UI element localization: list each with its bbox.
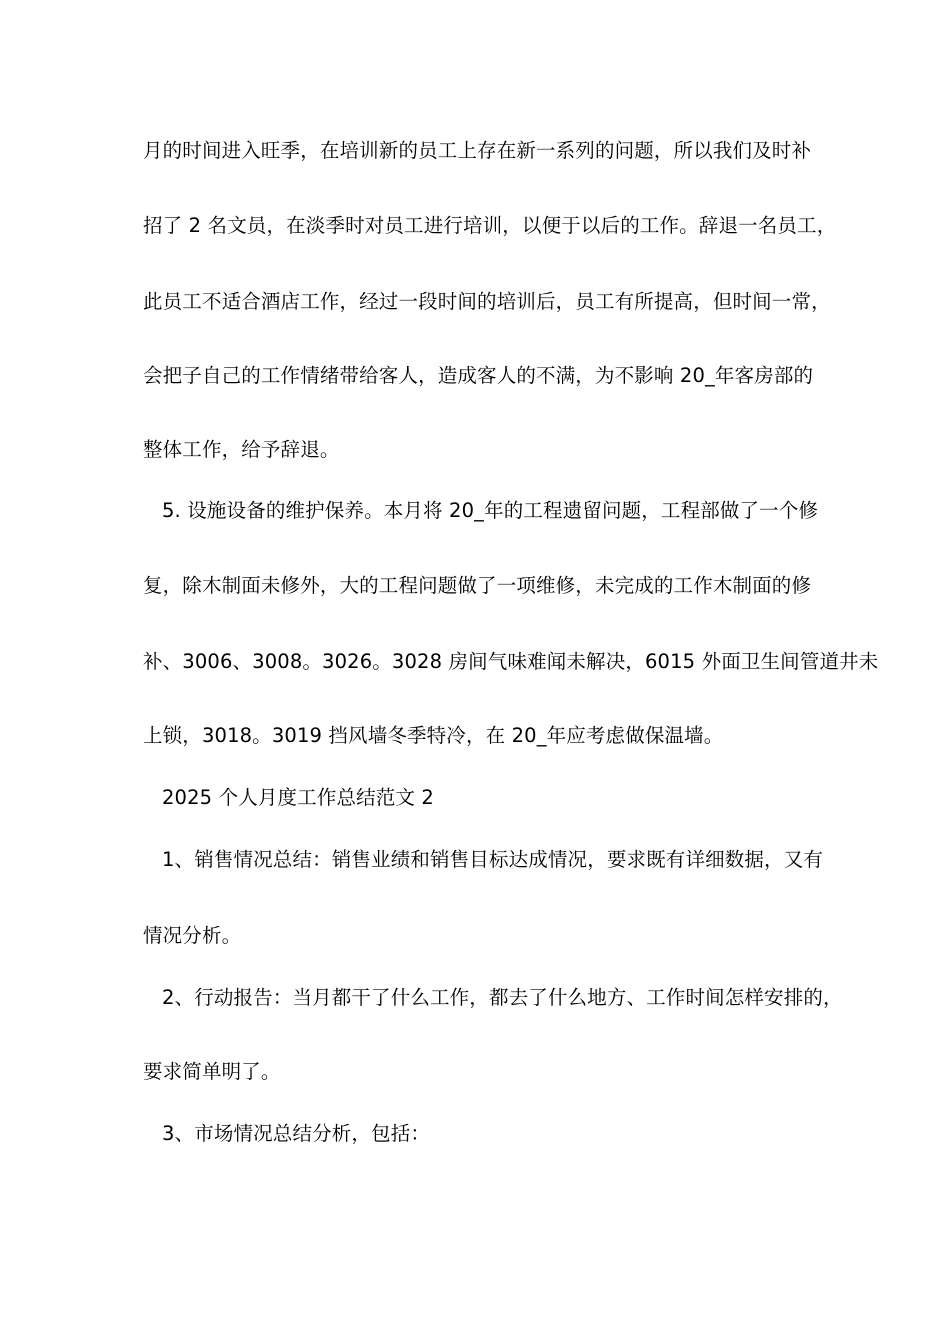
- paragraph-line: 会把子自己的工作情绪带给客人，造成客人的不满，为不影响 20_年客房部的: [143, 364, 814, 387]
- paragraph-line: 要求简单明了。: [143, 1060, 281, 1083]
- section-heading: 2025 个人月度工作总结范文 2: [162, 786, 434, 809]
- numbered-item-line: 2、行动报告：当月都干了什么工作，都去了什么地方、工作时间怎样安排的，: [162, 986, 843, 1009]
- numbered-item-line: 3、市场情况总结分析，包括：: [162, 1122, 431, 1145]
- paragraph-line: 复，除木制面未修外，大的工程问题做了一项维修，未完成的工作木制面的修: [143, 574, 812, 597]
- numbered-item-line: 5. 设施设备的维护保养。本月将 20_年的工程遗留问题，工程部做了一个修: [162, 499, 819, 522]
- paragraph-line: 情况分析。: [143, 924, 242, 947]
- paragraph-line: 月的时间进入旺季，在培训新的员工上存在新一系列的问题，所以我们及时补: [143, 139, 812, 162]
- paragraph-line: 招了 2 名文员，在淡季时对员工进行培训，以便于以后的工作。辞退一名员工，: [143, 214, 837, 237]
- paragraph-line: 此员工不适合酒店工作，经过一段时间的培训后，员工有所提高，但时间一常，: [143, 290, 831, 313]
- paragraph-line: 整体工作，给予辞退。: [143, 438, 340, 461]
- paragraph-line: 上锁，3018。3019 挡风墙冬季特冷，在 20_年应考虑做保温墙。: [143, 724, 724, 747]
- numbered-item-line: 1、销售情况总结：销售业绩和销售目标达成情况，要求既有详细数据，又有: [162, 848, 824, 871]
- paragraph-line: 补、3006、3008。3026。3028 房间气味难闻未解决，6015 外面卫生间管道井未: [143, 650, 879, 673]
